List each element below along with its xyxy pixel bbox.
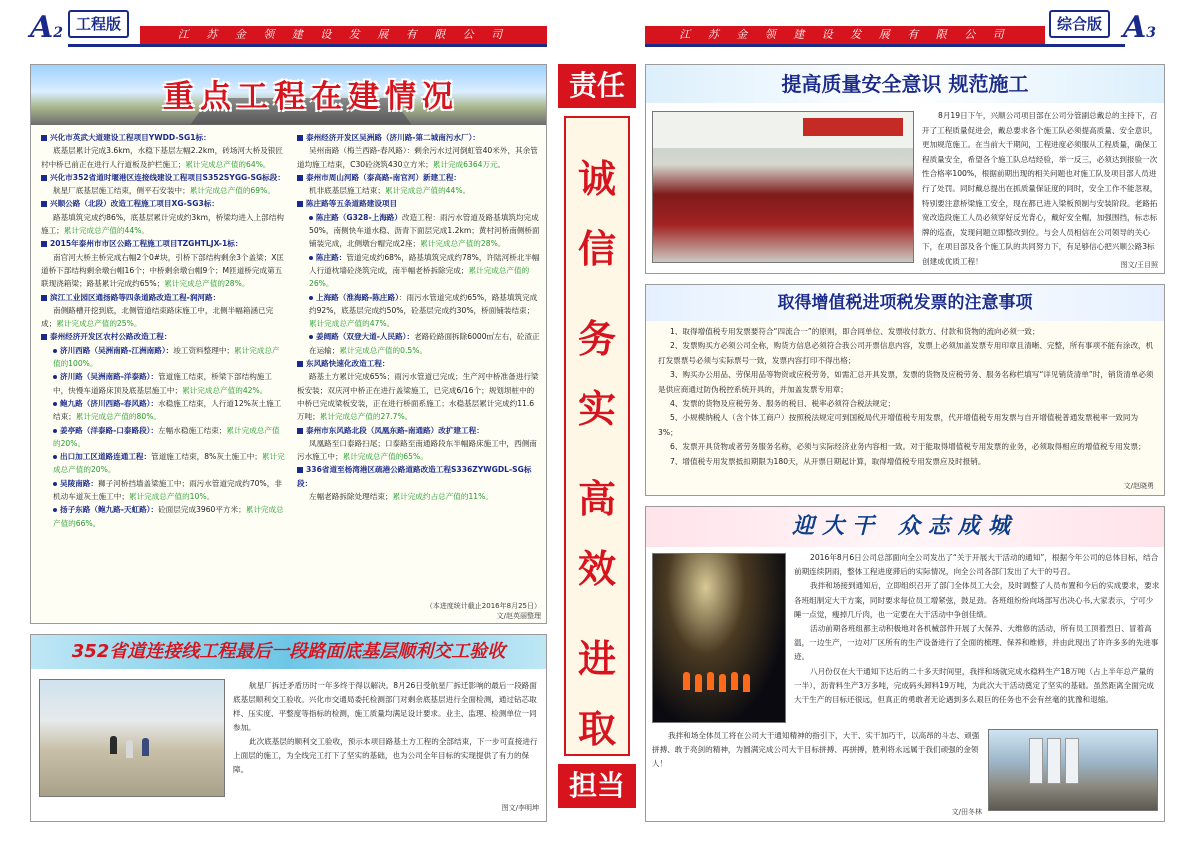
sub-project-label: 上海路（淮海路-陈庄路） <box>316 292 399 302</box>
worker-figure <box>719 674 726 692</box>
worker-figure <box>707 672 714 690</box>
motto-box <box>564 116 630 756</box>
bullet-dot-icon <box>53 375 57 379</box>
worker-figure <box>695 674 702 692</box>
project-heading <box>41 171 287 184</box>
bullet-dot-icon <box>53 349 57 353</box>
sub-project-label: 出口加工区道路连通工程： <box>60 452 152 462</box>
project-heading <box>297 424 541 437</box>
progress-summary: 累计完成总产值的28%。 <box>420 239 506 249</box>
project-heading <box>41 237 287 250</box>
project-detail-text: 吴州南路（梅兰西路-春风路）：剩余污水过河倒虹管40米外，其余管道均施工结束，C30砼浇筑430立方米； <box>297 146 538 169</box>
header-right <box>645 8 1165 46</box>
bullet-square-icon <box>41 334 47 340</box>
sub-project-label: 吴陵南路： <box>60 478 98 488</box>
left-header-rule <box>68 44 547 47</box>
bullet-square-icon <box>297 175 303 181</box>
bullet-dot-icon <box>309 296 313 300</box>
project-detail-text: 凤凰路至口泰路扫尾；口泰路至南通路段东半幅路床施工中，西侧南污水施工中； <box>297 438 537 462</box>
vat-rule-item: 2、发票购买方必须公司全称，购货方信息必须符合我公司开票信息内容，发票上必须加盖发票专用印章且清晰、完整，所有事项不能有涂改，机打发票票号必须与实际票号一致，发票内容打印不得出格； <box>658 341 1154 365</box>
project-heading <box>41 131 287 144</box>
great-effort-article <box>645 506 1165 822</box>
project-heading <box>41 330 287 343</box>
sub-project-label: 陈庄路： <box>316 252 347 262</box>
bullet-dot-icon <box>53 455 57 459</box>
bullet-dot-icon <box>309 335 313 339</box>
progress-summary: 累计完成总产值的10%。 <box>128 492 215 502</box>
bullet-dot-icon <box>53 508 57 512</box>
project-detail-text: 管道施工结束，8%灰土施工中； <box>151 452 262 462</box>
progress-summary: 累计完成约占总产值的11%。 <box>392 492 493 502</box>
meeting-photo <box>652 111 914 263</box>
project-detail <box>297 144 541 171</box>
bullet-square-icon <box>41 135 47 141</box>
quality-safety-body <box>922 109 1158 270</box>
sub-project-label: 扬子东路（鲍九路-天虹路）： <box>60 505 159 515</box>
left-page-number: A2 <box>30 10 64 45</box>
progress-summary: 累计完成总产值的80%。 <box>75 412 162 422</box>
project-detail <box>41 144 287 171</box>
project-detail-text: 左幅老路拆除处理结束； <box>309 492 393 502</box>
progress-summary: 累计完成总产值的66%。 <box>53 505 284 528</box>
great-effort-credit: 文/田冬林 <box>951 808 982 816</box>
motto-char: 实 <box>577 386 616 431</box>
left-company-band: 江 苏 金 领 建 设 发 展 有 限 公 司 <box>140 26 547 44</box>
progress-summary: 累计完成总产值的27.7%。 <box>319 412 413 422</box>
quality-safety-credit: 图文/王目照 <box>1120 261 1158 269</box>
project-detail <box>41 450 287 477</box>
project-detail <box>297 370 541 423</box>
project-detail <box>41 370 287 397</box>
right-page-number: A3 <box>1123 10 1157 45</box>
project-heading-text: 泰州市周山河路（泰高路-南官河）新建工程： <box>306 172 462 182</box>
vat-rule-item: 5、小规模纳税人（含个体工商户）按照税法规定可到国税局代开增值税专用发票，代开增值税专用发票与自开增值税普通发票税率一致同为3%； <box>658 413 1139 437</box>
projects-column-2 <box>297 131 541 587</box>
project-detail-text: 底基层累计完成3.6km，水稳下基层左幅2.2km，砖场河大桥及银匠村中桥已前正在进行人行道板及护栏施工； <box>41 146 283 169</box>
project-detail <box>41 211 287 238</box>
project-detail-text: 南侧路槽开挖到底，北侧管道结束路床施工中，北侧半幅箱涵已完成； <box>41 305 274 329</box>
bullet-square-icon <box>297 428 303 434</box>
project-detail-text: 路基土方累计完成65%；雨污水管道已完成；生产河中桥准备进行梁板安装；双庆河中桥正在进行盖梁施工，已完成6/16个；规划坝桩中的中桥已完成梁板安装，正在进行桥面系施工；水稳基层累计完成约11.6万吨； <box>297 372 539 422</box>
bullet-dot-icon <box>53 482 57 486</box>
progress-summary: 累计完成总产值的26%。 <box>309 265 530 289</box>
worker-figure <box>126 740 133 758</box>
progress-summary: 累计完成总产值的69%。 <box>189 186 275 196</box>
project-detail <box>41 477 287 504</box>
stats-author: 文/赵英丽整理 <box>496 612 541 620</box>
worker-figure <box>142 738 149 756</box>
project-detail <box>297 291 541 331</box>
bullet-dot-icon <box>53 402 57 406</box>
left-section-label: 工程版 <box>68 10 129 38</box>
great-effort-paragraph-2: 我拌和场接到通知后，立即组织召开了部门全体员工大会，及时调整了人员布置和今后的实成要求，要求各班组制定大干方案，同时要求每位员工增紧弦，鼓足劲。各班组纷纷向场部写出决心书,大家表示，宁可少睡一点觉，瘦掉几斤肉，也一定要在大干活动中争创佳绩。 <box>794 581 1160 619</box>
project-detail-text: ：雨污水管道完成约65%，路基填筑完成约92%，底基层完成约50%，砼基层完成约30%，桥面铺装结束； <box>309 292 538 315</box>
sub-project-label: 济川西路（吴洲南路-江洲南路）： <box>60 345 174 355</box>
bullet-dot-icon <box>309 216 313 220</box>
bullet-square-icon <box>41 241 47 247</box>
acceptance-story-body <box>233 679 539 777</box>
project-heading-text: 滨江工业园区通扬路等四条道路改造工程-润河路： <box>50 292 221 302</box>
great-effort-paragraph-4: 八月份仅在大干通知下达后的二十多天时间里，我拌和场就完成水稳料生产18万吨（占上半年总产量的一半），沥青料生产3万多吨，完成码头卸料19万吨，为此次大干活动奠定了坚实的基础。虽然距离全面完成大干生产的目标还很远，但真正的勇敢者无论遇到多么艰巨的任务也不会有丝毫的犹豫和退缩。 <box>794 666 1155 705</box>
project-detail-text: 改造工程：雨污水管道及路基填筑均完成50%，南侧快车道水稳、沥青下面层完成1.2km；黄村河桥南侧桥面铺装完成，北侧墩台帽完成2座； <box>309 212 540 249</box>
project-detail-text: 路基填筑完成约86%，底基层累计完成约3km，桥梁均进入上部结构施工； <box>41 212 284 236</box>
progress-summary: 累计完成6364万元。 <box>432 159 506 169</box>
project-detail <box>297 251 541 291</box>
project-detail <box>41 251 287 291</box>
project-heading <box>297 131 541 144</box>
key-projects-section <box>30 64 547 624</box>
project-detail <box>297 184 541 197</box>
project-heading-text: 泰州经济开发区农村公路改造工程： <box>50 332 172 342</box>
motto-top-label: 责任 <box>558 64 636 108</box>
vat-invoice-list <box>658 325 1154 469</box>
acceptance-credit: 图文/李明坤 <box>501 804 539 812</box>
project-detail-text: 老路砼路面拆除6000㎡左右，砼渣正在运输； <box>309 332 540 355</box>
sub-project-label: 姜阔路（双登大道-人民路）： <box>316 332 415 342</box>
progress-summary: 累计完成总产值的44%。 <box>63 226 150 236</box>
worker-figure <box>743 674 750 692</box>
silo-graphic <box>1047 738 1061 784</box>
great-effort-body-top <box>794 551 1160 707</box>
vat-invoice-title: 取得增值税进项税发票的注意事项 <box>646 285 1164 321</box>
motto-char: 取 <box>577 706 616 751</box>
project-heading <box>297 171 541 184</box>
bullet-square-icon <box>41 175 47 181</box>
vat-rule-item: 4、发票的货物及应税劳务、服务的税目、税率必须符合税法规定； <box>670 399 896 409</box>
progress-summary: 累计完成总产值的47%。 <box>309 319 395 329</box>
motto-bottom-label: 担当 <box>558 764 636 808</box>
project-heading-text: 泰州经济开发区吴洲路（济川路-第二城南污水厂）： <box>306 133 481 142</box>
progress-summary: 累计完成总产值的42%。 <box>182 385 268 395</box>
project-detail <box>297 330 541 357</box>
project-detail <box>41 304 287 331</box>
project-heading <box>41 197 287 210</box>
project-detail-text: 竣工资料整理中； <box>173 345 235 355</box>
progress-summary: 累计完成总产值的64%。 <box>185 159 271 169</box>
bullet-square-icon <box>297 467 303 473</box>
project-heading <box>297 463 541 490</box>
progress-summary: 累计完成总产值的44%。 <box>384 186 471 196</box>
project-detail <box>41 503 287 530</box>
project-detail-text: 机非底基层施工结束； <box>309 186 385 196</box>
project-detail <box>297 490 541 503</box>
right-section-label: 综合版 <box>1049 10 1110 38</box>
project-detail-text: 管道施工结束，桥梁下部结构施工中，快慢车道路床顶及底基层施工中； <box>53 372 272 395</box>
quality-safety-article <box>645 64 1165 274</box>
project-heading <box>41 291 287 304</box>
bullet-dot-icon <box>309 256 313 260</box>
project-detail <box>41 184 287 197</box>
project-heading-text: 陈庄路等五条道路建设项目 <box>306 199 398 209</box>
progress-summary: 累计完成总产值的28%。 <box>164 279 250 289</box>
acceptance-story <box>30 634 547 822</box>
road-inspection-photo <box>39 679 225 797</box>
vat-rule-item: 6、发票开具货物或者劳务服务名称，必须与实际经济业务内容相一致。对于能取得增值税专用发票的业务，必须取得相应的增值税专用发票； <box>670 442 1146 452</box>
project-detail-text: 左幅水稳施工结束； <box>158 425 227 435</box>
stats-note <box>297 601 541 621</box>
great-effort-paragraph-5: 我拌和场全体员工将在公司大干通知精神的指引下，大干、实干加巧干，以高昂的斗志、顽强拼搏、敢于亮剑的精神，为圆满完成公司大干目标拼搏、再拼搏，胜利将永远属于我们顽强的金领人！ <box>652 731 980 769</box>
vat-rule-item: 1、取得增值税专用发票要符合“四流合一”的原则，即合同单位、发票收付款方、付款和货物的流向必须一致； <box>670 327 1040 336</box>
vat-rule-item: 3、购买办公用品、劳保用品等物资或应税劳务，如需汇总开具发票，发票的货物及应税劳务、服务名称栏填写“详见销货清单”时，销货清单必须是供应商通过防伪税控系统开具的，并加盖发票专用章； <box>658 370 1154 394</box>
projects-column-1 <box>41 131 287 621</box>
key-projects-title: 重点工程在建情况 <box>163 79 459 115</box>
vat-rule-item: 7、增值税专用发票抵扣期限为180天，从开票日期起计算，取得增值税专用发票应及时报销。 <box>670 456 986 466</box>
header-left <box>30 8 547 46</box>
bullet-dot-icon <box>53 429 57 433</box>
bullet-square-icon <box>297 361 303 367</box>
sub-project-label: 姜亭路（洋泰路-口泰路段）： <box>60 425 159 435</box>
bullet-square-icon <box>297 135 303 141</box>
stats-cutoff-date: （本进度统计截止2016年8月25日） <box>425 602 541 610</box>
motto-char: 诚 <box>577 156 616 201</box>
great-effort-title: 迎大干 众志成城 <box>646 507 1164 547</box>
project-heading-text: 336省道至杨湾港区疏港公路道路改造工程S336ZYWGDL-SG标段： <box>297 465 532 488</box>
project-detail <box>297 437 541 464</box>
sub-project-label: 济川路（吴洲南路-洋泰路）： <box>60 372 159 382</box>
project-detail-text: 狮子河桥挡墙盖梁施工中；雨污水管道完成约70%，非机动车道灰土施工中； <box>53 478 282 502</box>
progress-summary: 累计完成总产值的20%。 <box>53 452 285 475</box>
bullet-square-icon <box>41 201 47 207</box>
project-heading-text: 泰州市东风路北段（凤凰东路-南通路）改扩建工程： <box>306 425 484 435</box>
worker-figure <box>110 736 117 754</box>
project-heading-text: 兴化市352省道时堰港区连接线建设工程项目S352SYGG-SG标段： <box>50 172 285 182</box>
project-detail <box>41 424 287 451</box>
project-detail-text: 砼面层完成3960平方米； <box>158 505 246 515</box>
great-effort-paragraph-1: 2016年8月6日公司总部面向全公司发出了“关于开展大干活动的通知”，根据今年公司的总体目标，结合前期连续阴雨，整体工程进度滞后的实际情况，向全公司各部门发出了大干的号召。 <box>794 553 1159 577</box>
project-detail-text: 航星厂底基层施工结束，侧平石安装中； <box>53 186 190 196</box>
project-detail-text: 南官河大桥主桥完成右幅2个0#块，引桥下部结构剩余3个盖梁；X匡道桥下部结构剩余墩台帽16个；中桥剩余墩台帽9个；M匝道桥完成第五联现浇箱梁；路基累计完成约65%； <box>41 252 285 289</box>
motto-char: 信 <box>577 226 616 271</box>
sub-project-label: 鲍九路（济川西路-春风路）： <box>60 398 159 408</box>
mixing-plant-photo <box>988 729 1158 811</box>
motto-column <box>558 64 636 824</box>
project-heading-text: 兴顺公路（北段）改造工程施工项目XG-SG3标： <box>50 199 219 209</box>
meeting-banner <box>803 118 903 136</box>
worker-figure <box>731 672 738 690</box>
acceptance-paragraph-1: 航星厂拆迁矛盾历时一年多终于得以解决。8月26日受航星厂拆迁影响的最后一段路面底基层顺利交工验收。兴化市交通局委托检测部门对剩余底基层进行全面检测，通过钻芯取样、压实度、平整度等指标的检测，施工质量均满足设计要求。业主、监理、检测单位一同参加。 <box>233 681 537 732</box>
motto-char: 务 <box>577 316 616 361</box>
project-heading-text: 2015年泰州市市区公路工程施工项目TZGHTLJX-1标： <box>50 239 243 249</box>
progress-summary: 累计完成总产值的20%。 <box>53 425 280 448</box>
acceptance-paragraph-2: 此次底基层的顺利交工验收，预示本项目路基土方工程的全部结束，下一步可直接进行上面层的施工，为全线完工打下了坚实的基础，也为公司全年目标的实现提供了有力的保障。 <box>233 737 538 774</box>
motto-char: 进 <box>577 636 616 681</box>
motto-char: 效 <box>577 546 616 591</box>
great-effort-paragraph-3: 活动前期各班组都主动积极地对各机械部件开展了大保养、大维修的活动，所有员工顶着烈日、冒着高温，一边生产，一边对厂区所有的生产设备进行了全面的梳理、保养和维修，并由此现出了许许多多的先进事迹。 <box>794 624 1159 662</box>
bullet-square-icon <box>297 201 303 207</box>
bullet-square-icon <box>41 295 47 301</box>
project-heading <box>297 197 541 210</box>
project-heading-text: 兴化市英武大道建设工程项目YWDD-SG1标： <box>50 133 211 142</box>
progress-summary: 累计完成总产值的25%。 <box>56 319 142 329</box>
progress-summary: 累计完成总产值的0.5%。 <box>339 345 428 355</box>
project-detail <box>297 211 541 251</box>
project-heading <box>297 357 541 370</box>
vat-invoice-credit: 文/赵晓勇 <box>1123 482 1154 490</box>
sub-project-label: 陈庄路（G328-上海路） <box>316 212 402 222</box>
project-heading-text: 东风路快速化改造工程： <box>306 359 390 369</box>
acceptance-story-title: 352省道连接线工程最后一段路面底基层顺利交工验收 <box>31 635 546 669</box>
silo-graphic <box>1029 738 1043 784</box>
project-detail <box>41 344 287 371</box>
right-company-band: 江 苏 金 领 建 设 发 展 有 限 公 司 <box>645 26 1045 44</box>
vat-invoice-article <box>645 284 1165 496</box>
quality-safety-title: 提高质量安全意识 规范施工 <box>646 65 1164 103</box>
project-detail-text: 水稳施工结束，人行道12%灰土施工结束； <box>53 398 282 422</box>
progress-summary: 累计完成总产值的65%。 <box>342 452 428 462</box>
night-team-photo <box>652 553 786 723</box>
progress-summary: 累计完成总产值的100%。 <box>53 345 280 369</box>
quality-safety-paragraph: 8月19日下午，兴顺公司项目部在公司分管副总戴总的主持下，召开了工程质量促进会，戴总要求各个施工队必须提高质量、安全意识，更加规范施工。在当前大干期间，工程进度必须服从工程质量，确保工程质量安全，希望各个施工队总结经验，举一反三，必须达到报验一次性合格率100%，根据前期出现的相关问题也对施工队及项目部人员进行了处罚。同时戴总提出在抓质量保证度的同时，安全工作不能忽视，特别要注意桥梁施工安全，现在都已进入梁板预制与安装阶段。老路拓宽改造段施工人员必须穿好反光背心，戴好安全帽，加强围挡，标志标牌的巡查，发现问题立即整改到位。与会人员相信在公司领导的关心下，在项目部及各个施工队的共同努力下，有足够信心把兴顺公路3标创建成优质工程！ <box>922 111 1158 266</box>
project-detail <box>41 397 287 424</box>
silo-graphic <box>1065 738 1079 784</box>
road-banner-image <box>31 65 546 125</box>
great-effort-body-bottom <box>652 729 982 772</box>
motto-char: 高 <box>577 476 616 521</box>
worker-figure <box>683 672 690 690</box>
project-detail-text: 管道完成约68%，路基填筑完成约78%，许陆河桥北半幅人行道枕墙砼浇筑完成，南半幅老桥拆除完成； <box>309 252 540 275</box>
right-header-rule <box>645 44 1125 47</box>
